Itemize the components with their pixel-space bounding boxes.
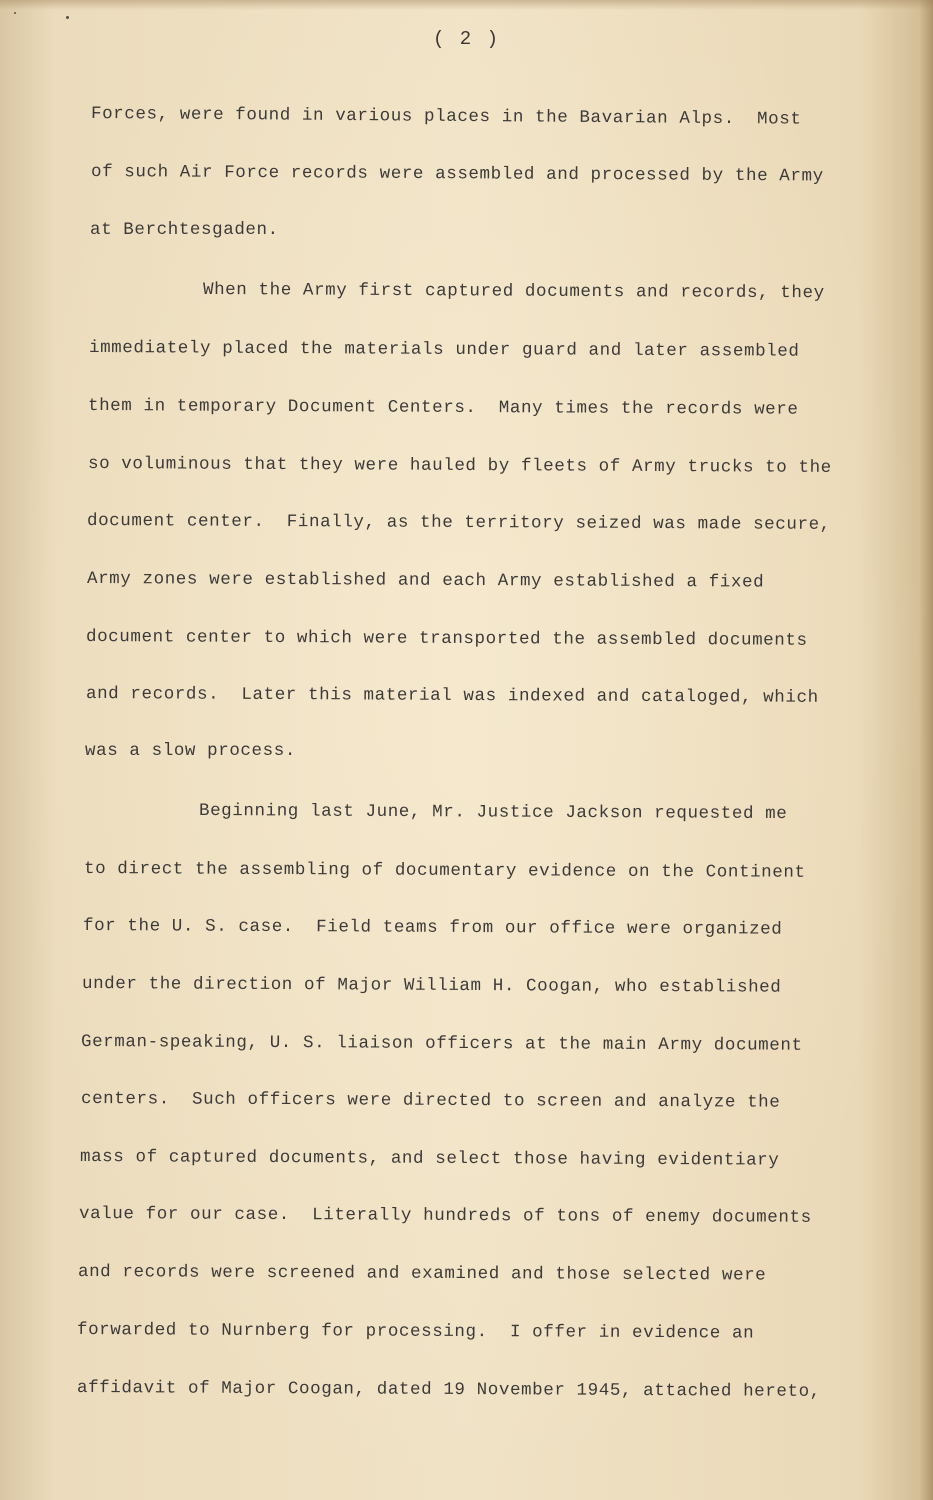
text-line: under the direction of Major William H. Coogan, who established: [81, 974, 782, 998]
paper-edge-right: [919, 0, 933, 1500]
text-line: forwarded to Nurnberg for processing. I offer in evidence an: [76, 1320, 755, 1344]
text-line: them in temporary Document Centers. Many times the records were: [87, 396, 799, 420]
paper-speck: [66, 16, 69, 19]
paper-speck: [14, 12, 16, 14]
text-line: Forces, were found in various places in the Bavarian Alps. Most: [90, 104, 802, 130]
text-line: Army zones were established and each Army established a fixed: [86, 569, 765, 593]
text-line: When the Army first captured documents and records, they: [202, 280, 825, 304]
text-line: was a slow process.: [85, 741, 296, 761]
text-line: document center to which were transported the assembled documents: [85, 627, 808, 651]
page-number: ( 2 ): [432, 28, 500, 50]
text-line: affidavit of Major Coogan, dated 19 November 1945, attached hereto,: [76, 1378, 821, 1402]
text-line: at Berchtesgaden.: [90, 220, 279, 240]
text-line: of such Air Force records were assembled and processed by the Army: [90, 162, 824, 187]
text-line: for the U. S. case. Field teams from our office were organized: [82, 916, 783, 940]
text-line: and records were screened and examined and those selected were: [77, 1262, 767, 1286]
text-line: so voluminous that they were hauled by fleets of Army trucks to the: [87, 454, 832, 478]
text-line: Beginning last June, Mr. Justice Jackson requested me: [198, 801, 788, 825]
text-line: to direct the assembling of documentary evidence on the Continent: [83, 859, 806, 883]
text-line: value for our case. Literally hundreds of tons of enemy documents: [78, 1204, 812, 1228]
text-line: centers. Such officers were directed to screen and analyze the: [80, 1089, 781, 1113]
text-line: document center. Finally, as the territory seized was made secure,: [86, 511, 831, 535]
paper-edge-top: [0, 0, 933, 10]
text-line: German-speaking, U. S. liaison officers at the main Army document: [80, 1032, 803, 1056]
text-line: and records. Later this material was indexed and cataloged, which: [85, 684, 819, 708]
text-line: immediately placed the materials under guard and later assembled: [88, 338, 800, 362]
text-line: mass of captured documents, and select those having evidentiary: [79, 1147, 780, 1171]
